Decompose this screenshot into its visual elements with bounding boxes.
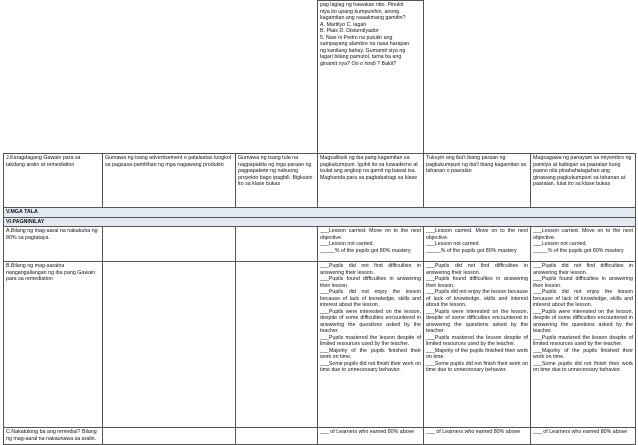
reflection-cell [424, 262, 531, 428]
quiz-line: 5. Nais ni Pedro na putulin ang [320, 34, 393, 41]
quiz-line: lagari bilang pamutol, tama ba ang [320, 54, 402, 60]
reflection-line: ___Some pupils did not finish their work on time due to unnecessary behavior. [426, 360, 528, 373]
row-label: J.Karagdagang Gawain para sa takdang aralin at remediation [4, 154, 103, 208]
quiz-line: kagamitan ang naaakmang gamitin? [320, 15, 406, 21]
row-cell: Gumawa ng isang tula na nagpapakita ng mga paraan ng pagpapakete ng nabuong proyekto bago ipagbili. Bigkasin ito sa klase bukas [236, 154, 318, 208]
empty-cell [236, 227, 318, 262]
reflection-line: ___Majority of the pupils finished their work on time. [320, 347, 421, 360]
row-cell: Magsagawa ng panayam sa miyembro ng pamilya at kaibigan sa paaralan kung paano nila pinahahalagahan ang ginawang pagkukumpuni sa tahanan at paaralan. Iulat ito sa klase bukas [531, 154, 636, 208]
row-cell: Tukuyin ang iba't ibang paraan ng pagkukumpuni ng iba't ibang kagamitan sa tahanan o paaralan [424, 154, 531, 208]
reflection-line: _____% of the pupils got 80% mastery [533, 247, 624, 254]
reflection-line: _____% of the pupils got 80% mastery [320, 247, 411, 254]
reflection-line: ___Pupils were interested on the lesson, despite of some difficulties encountered in answering the questions asked by the teacher. [426, 308, 528, 334]
reflection-line: ___Lesson not carried. [426, 241, 480, 247]
empty-cell [236, 428, 318, 445]
continuation-row [4, 1, 636, 154]
section-v-row [4, 208, 636, 218]
empty-cell [103, 262, 236, 428]
reflection-line: ___Pupils found difficulties in answering their lesson. [426, 276, 528, 289]
row-label: C.Nakatulong ba ang remedial? Bilang ng mag-aaral na nakaunawa sa aralin. [4, 428, 103, 445]
reflection-line: ___Pupils did not enjoy the lesson because of lack of knowledge, skills and interest about the lesson. [533, 289, 633, 308]
reflection-cell: ___ of Learners who earned 80% above [424, 428, 531, 445]
row-label: B.Bilang ng mag-aaralna nangangailangan ng iba pang Gawain para sa remediation [4, 262, 103, 428]
quiz-line: sampayang alambre na nasa harapan [320, 41, 410, 47]
quiz-line: ginamit nya? Oo o hindi ? Bakit? [320, 60, 397, 67]
lesson-plan-table [3, 0, 636, 445]
empty-cell [103, 428, 236, 445]
reflection-cell [531, 227, 636, 262]
row-c [4, 428, 636, 445]
row-cell: Magsaliksik ng iba pang kagamitan sa pagkukumpuni. Iguhit ito sa kuwaderno at isulat ang angkop na gamit ng bawat isa. Maghanda para sa pagbabahagi sa klase [318, 154, 424, 208]
reflection-line: ___Pupils mastered the lesson despite of limited resources used by the teacher. [320, 334, 421, 347]
reflection-cell: ___ of Learners who earned 80% above [318, 428, 424, 445]
section-vi-row [4, 217, 636, 227]
reflection-line: ___Majority of the pupils finished their work on time. [426, 347, 528, 360]
reflection-line: ___Pupils mastered the lesson despite of limited resources used by the teacher. [533, 334, 633, 347]
row-j [4, 154, 636, 208]
empty-cell [103, 227, 236, 262]
quiz-continuation-cell [318, 1, 424, 154]
reflection-line: _____% of the pupils got 80% mastery [426, 247, 517, 254]
reflection-line: ___Pupils found difficulties in answering their lesson. [533, 276, 633, 289]
reflection-line: ___Pupils were interested on the lesson, despite of some difficulties encountered in answering the questions asked by the teacher. [320, 308, 421, 334]
reflection-cell [318, 262, 424, 428]
row-cell: Gumawa ng isang advertisement o patalastas tungkol sa pagsasa-pamilihan ng mga nagawang produkto [103, 154, 236, 208]
quiz-line: B. Plais D. Disturnilyador [320, 28, 379, 34]
empty-cell [236, 262, 318, 428]
reflection-line: ___Pupils did not find difficulties in answering their lesson. [426, 263, 528, 276]
reflection-line: ___Pupils did not find difficulties in answering their lesson. [320, 263, 421, 276]
reflection-line: ___Lesson carried. Move on to the next objective. [426, 228, 528, 241]
quiz-line: A. Martilyo C. lagari [320, 21, 367, 28]
reflection-line: ___Pupils found difficulties in answering their lesson. [320, 276, 421, 289]
reflection-line: ___Lesson not carried. [320, 241, 374, 247]
quiz-line: pag laglag ng hawakan nito. Pinulot [320, 2, 404, 8]
reflection-cell: ___ of Learners who earned 80% above [531, 428, 636, 445]
reflection-cell [531, 262, 636, 428]
reflection-line: ___Lesson carried. Move on to the next objective. [320, 228, 421, 241]
reflection-line: ___Pupils did not enjoy the lesson because of lack of knowledge, skills and interest about the lesson. [426, 289, 528, 308]
reflection-cell [318, 227, 424, 262]
row-a [4, 227, 636, 262]
section-heading: VI.PAGNINILAY [4, 217, 636, 227]
reflection-line: ___Pupils did not enjoy the lesson because of lack of knowledge, skills and interest about the lesson. [320, 289, 421, 308]
row-b [4, 262, 636, 428]
reflection-line: ___Majority of the pupils finished their work on time. [533, 347, 633, 360]
section-heading: V.MGA TALA [4, 208, 636, 218]
reflection-line: ___Lesson not carried. [533, 241, 587, 247]
reflection-line: ___Pupils mastered the lesson despite of limited resources used by the teacher. [426, 334, 528, 347]
reflection-cell [424, 227, 531, 262]
reflection-line: ___Pupils were interested on the lesson, despite of some difficulties encountered in answering the questions asked by the teacher. [533, 308, 633, 334]
quiz-line: niya ito upang kumpunihin, anong [320, 8, 400, 15]
reflection-line: ___Some pupils did not finish their work on time due to unnecessary behavior. [320, 360, 421, 373]
reflection-line: ___Some pupils did not finish their work on time due to unnecessary behavior. [533, 360, 633, 373]
reflection-line: ___Lesson carried. Move on to the next objective. [533, 228, 633, 241]
quiz-line: ng kanilang bahay. Gumamit siya ng [320, 47, 406, 54]
row-label: A.Bilang ng mag-aaral na nakakuha ng 80% sa pagtataya. [4, 227, 103, 262]
reflection-line: ___Pupils did not find difficulties in answering their lesson. [533, 263, 633, 276]
